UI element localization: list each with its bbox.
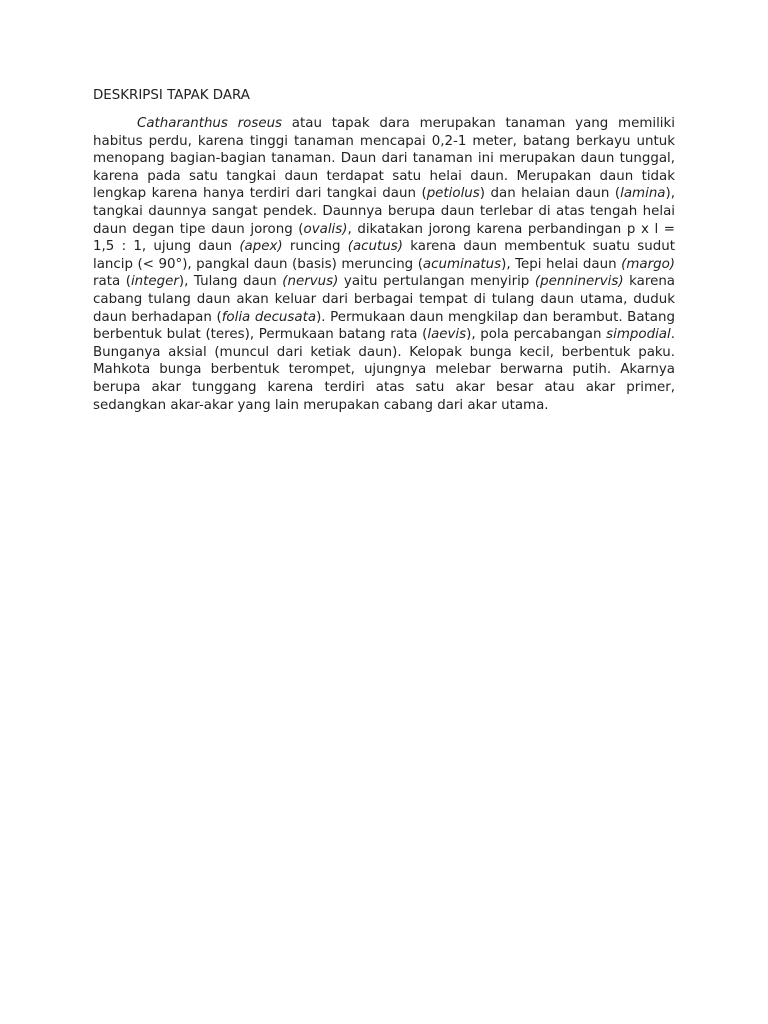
italic-term: ovalis) [303,221,348,237]
italic-term: Catharanthus roseus [137,116,283,131]
text-run: ), Tulang daun [178,274,283,290]
italic-term: folia decusata [221,309,317,325]
text-run: karena cabang tulang daun akan keluar dari berbagai tempat di tulang daun utama, duduk daun berhadapan ( [93,274,676,325]
text-run: ) dan helaian daun ( [479,186,621,202]
document-title: DESKRIPSI TAPAK DARA [93,88,250,103]
italic-term: (apex) [239,239,283,255]
text-run: rata ( [93,274,131,290]
text-run: ). Permukaan daun mengkilap dan berambut. Batang berbentuk bulat (teres), Permukaan batang rata ( [93,309,675,343]
italic-term: (penninervis) [534,274,624,290]
italic-term: (acutus) [347,239,403,255]
text-run: . Bunganya aksial (muncul dari ketiak daun). Kelopak bunga kecil, berbentuk paku. Mahkota bunga berbentuk terompet, ujungnya melebar berwarna putih. Akarnya berupa akar tunggang karena terdiri atas satu akar besar atau akar primer, sedangkan akar-akar yang lain merupakan cabang dari akar utama. [93,327,675,413]
italic-term: (nervus) [282,274,339,290]
text-run: ), Tepi helai daun [501,256,622,272]
body-paragraph [93,115,675,414]
italic-term: acuminatus [422,256,502,272]
italic-term: integer [130,274,179,290]
italic-term: petiolus [426,186,480,202]
italic-term: simpodial [606,327,671,343]
text-run: ), tangkai daunnya sangat pendek. Daunnya berupa daun terlebar di atas tengah helai daun degan tipe daun jorong ( [93,186,675,237]
text-run: karena daun membentuk suatu sudut lancip (< 90°), pangkal daun (basis) meruncing ( [93,239,676,272]
italic-term: (margo) [621,256,675,272]
italic-term: lamina [620,186,666,202]
text-run: runcing [282,239,348,255]
document-page [93,87,675,414]
text-run: , dikatakan jorong karena perbandingan p x l = 1,5 : 1, ujung daun [93,221,675,255]
text-run: atau tapak dara merupakan tanaman yang memiliki habitus perdu, karena tinggi tanaman mencapai 0,2-1 meter, batang berkayu untuk menopang bagian-bagian tanaman. Daun dari tanaman ini merupakan daun tunggal, karena pada satu tangkai daun terdapat satu helai daun. Merupakan daun tidak lengkap karena hanya terdiri dari tangkai daun ( [93,116,676,202]
text-run: yaitu pertulangan menyirip [338,274,535,290]
italic-term: laevis [427,327,467,343]
text-run: ), pola percabangan [466,327,607,343]
